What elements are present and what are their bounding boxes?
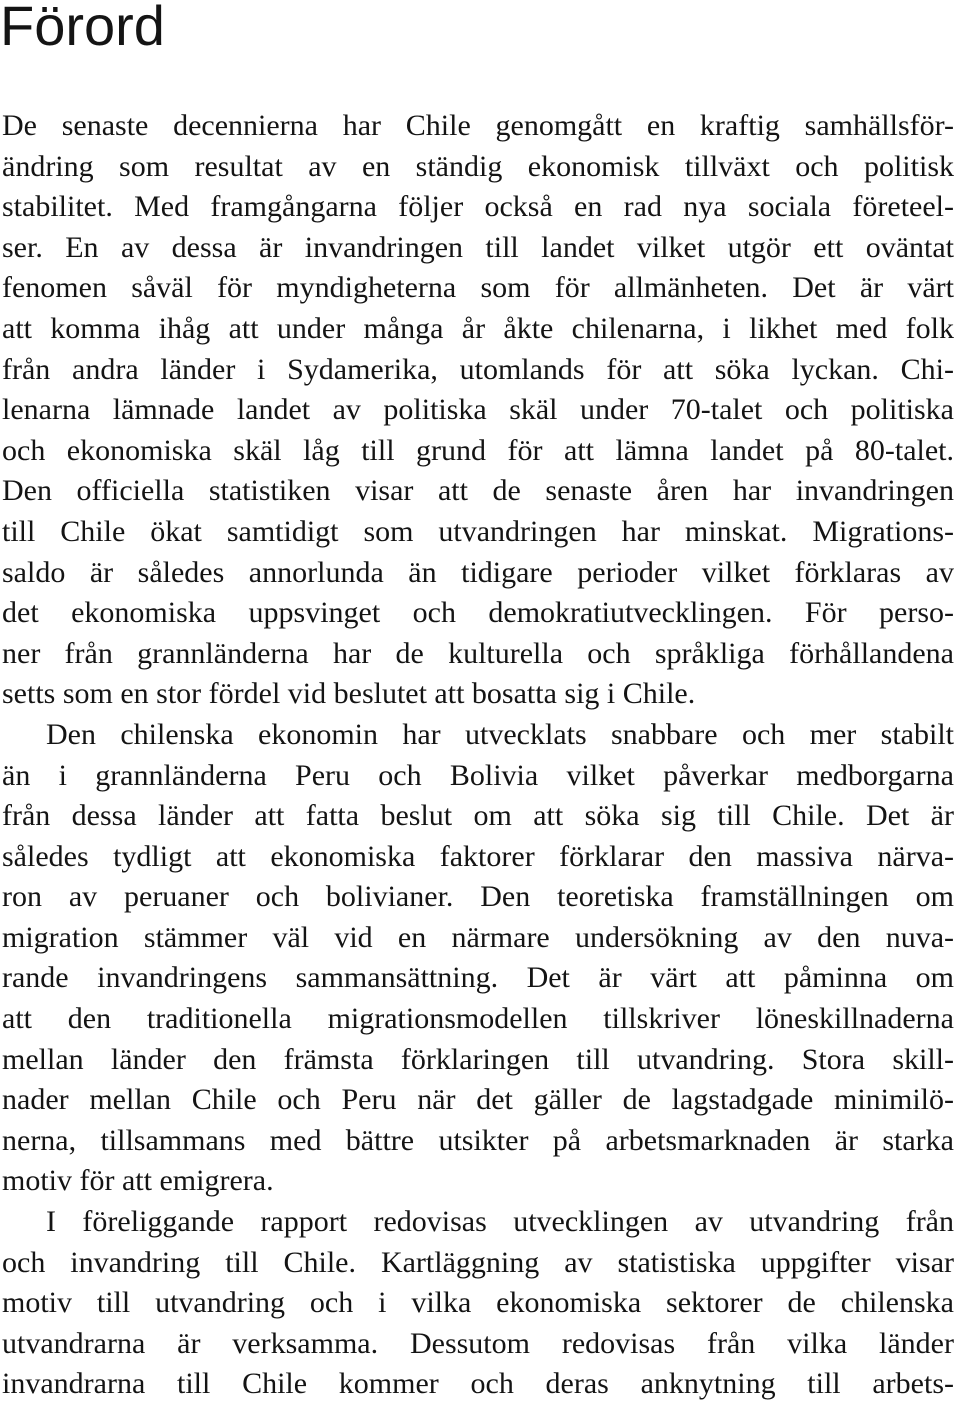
text-line: ron av peruaner och bolivianer. Den teoretiska framställningen om (2, 880, 954, 914)
paragraph (2, 715, 954, 1202)
text-line: således tydligt att ekonomiska faktorer förklarar den massiva närva- (2, 839, 954, 873)
body-text (2, 106, 954, 1405)
text-line: nader mellan Chile och Peru när det gäller de lagstadgade minimilö- (2, 1083, 954, 1117)
text-line: lenarna lämnade landet av politiska skäl under 70-talet och politiska (2, 393, 954, 427)
text-line: utvandrarna är verksamma. Dessutom redovisas från vilka länder (2, 1326, 954, 1360)
text-line: ändring som resultat av en ständig ekonomisk tillväxt och politisk (2, 149, 954, 183)
paragraph (2, 1202, 954, 1405)
text-line: I föreliggande rapport redovisas utvecklingen av utvandring från (46, 1205, 954, 1239)
text-line: fenomen såväl för myndigheterna som för allmänheten. Det är värt (2, 271, 954, 305)
text-line: det ekonomiska uppsvinget och demokratiutvecklingen. För perso- (2, 596, 954, 630)
paragraph (2, 106, 954, 715)
text-line: från dessa länder att fatta beslut om att söka sig till Chile. Det är (2, 799, 954, 833)
text-line: och invandring till Chile. Kartläggning av statistiska uppgifter visar (2, 1245, 954, 1279)
text-line: stabilitet. Med framgångarna följer också en rad nya sociala företeel- (2, 190, 954, 224)
text-line: att den traditionella migrationsmodellen tillskriver löneskillnaderna (2, 1002, 954, 1036)
text-line: än i grannländerna Peru och Bolivia vilket påverkar medborgarna (2, 758, 954, 792)
page-title: Förord (0, 0, 165, 57)
text-line: motiv till utvandring och i vilka ekonomiska sektorer de chilenska (2, 1286, 954, 1320)
text-line: migration stämmer väl vid en närmare undersökning av den nuva- (2, 920, 954, 954)
text-line: till Chile ökat samtidigt som utvandringen har minskat. Migrations- (2, 514, 954, 548)
text-line: ner från grannländerna har de kulturella och språkliga förhållandena (2, 636, 954, 670)
text-line: att komma ihåg att under många år åkte chilenarna, i likhet med folk (2, 311, 954, 345)
text-line: saldo är således annorlunda än tidigare perioder vilket förklaras av (2, 555, 954, 589)
text-line: Den officiella statistiken visar att de senaste åren har invandringen (2, 474, 954, 508)
text-line: De senaste decennierna har Chile genomgått en kraftig samhällsför- (2, 109, 954, 142)
text-line: Den chilenska ekonomin har utvecklats snabbare och mer stabilt (46, 717, 954, 751)
text-line: mellan länder den främsta förklaringen till utvandring. Stora skill- (2, 1042, 954, 1076)
text-line: och ekonomiska skäl låg till grund för att lämna landet på 80-talet. (2, 433, 954, 467)
text-line: setts som en stor fördel vid beslutet att bosatta sig i Chile. (2, 677, 696, 711)
text-line: motiv för att emigrera. (2, 1164, 274, 1198)
text-line: rande invandringens sammansättning. Det är värt att påminna om (2, 961, 954, 995)
text-line: nerna, tillsammans med bättre utsikter på arbetsmarknaden är starka (2, 1123, 954, 1157)
text-line: invandrarna till Chile kommer och deras anknytning till arbets- (2, 1367, 954, 1401)
text-line: från andra länder i Sydamerika, utomlands för att söka lyckan. Chi- (2, 352, 954, 386)
text-line: ser. En av dessa är invandringen till landet vilket utgör ett oväntat (2, 230, 954, 264)
